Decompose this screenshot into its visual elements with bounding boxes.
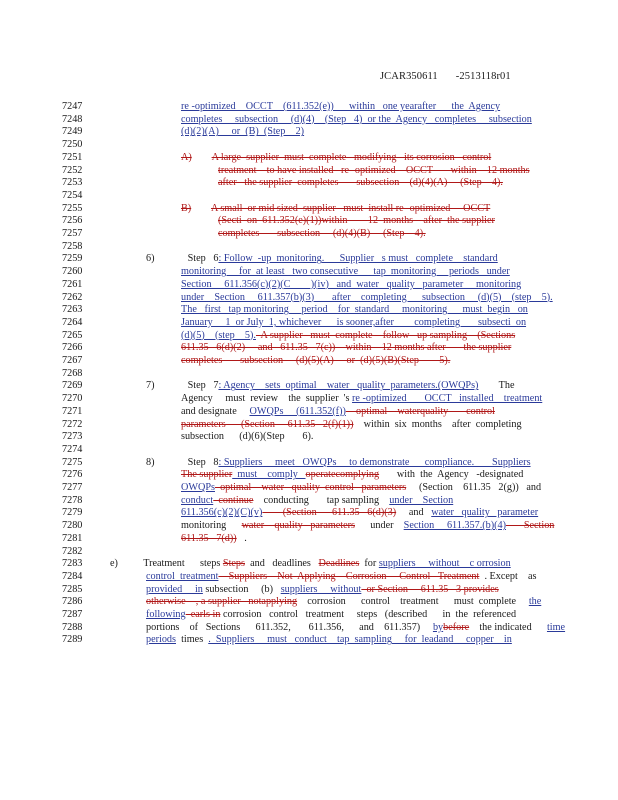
- line-number: 7258: [62, 240, 83, 252]
- inserted-text: monitoring for at least two consecutive tap monitoring periods under: [181, 266, 510, 278]
- body-text: subsection (b): [202, 583, 281, 595]
- line-number: 7260: [62, 266, 83, 278]
- text-line: [218, 165, 530, 177]
- body-text: for: [359, 558, 379, 570]
- line-number: 7263: [62, 304, 83, 316]
- inserted-text: under Section: [389, 494, 454, 506]
- deleted-text: The supplier: [181, 469, 233, 481]
- text-line: [181, 279, 521, 291]
- text-line: [146, 380, 514, 392]
- body-text: under: [355, 520, 404, 532]
- line-number: 7289: [62, 634, 83, 646]
- text-line: [181, 469, 523, 481]
- text-line: [146, 457, 531, 469]
- body-text: [192, 152, 212, 163]
- text-line: [181, 292, 553, 304]
- deleted-text: after the supplier completes subsection (d)(4)(A) (Step 4).: [218, 177, 503, 189]
- document-header: [380, 71, 511, 82]
- deleted-text: earls in: [185, 609, 221, 620]
- line-number: 7250: [62, 139, 83, 151]
- body-text: corrosion control treatment steps (described in the referenced: [220, 609, 517, 620]
- text-line: [146, 634, 512, 646]
- inserted-text: water quality parameter: [431, 507, 539, 519]
- text-line: [181, 101, 500, 113]
- body-text: . Except as: [479, 570, 537, 582]
- inserted-text: following: [146, 609, 186, 620]
- inserted-text: must comply: [232, 469, 306, 481]
- deleted-text: A supplier must complete follow up sampling (Sections: [255, 329, 516, 341]
- inserted-text: by: [432, 621, 444, 633]
- body-text: subsection (d)(6)(Step 6).: [181, 431, 314, 443]
- inserted-text: Section 611.357.(b)(4): [403, 520, 506, 532]
- revision-id: -2513118r01: [455, 71, 511, 82]
- line-number: 7286: [62, 596, 83, 608]
- line-number: 7261: [62, 278, 83, 290]
- line-number: 7274: [62, 443, 83, 455]
- body-text: and designate: [181, 405, 250, 417]
- text-line: [181, 533, 247, 545]
- deleted-text: treatment to have installed re- optimized OCCT within 12 months: [218, 164, 530, 176]
- document-id: JCAR350611: [380, 71, 438, 82]
- body-text: [191, 203, 211, 214]
- line-number: 7284: [62, 570, 83, 582]
- deleted-text: Suppliers Not Applying Corrosion Control Treatment: [218, 570, 480, 582]
- body-text: portions of Sections 611.352, 611.356, and 611.357): [146, 621, 433, 633]
- inserted-text: OWQPs: [181, 482, 215, 493]
- text-line: [181, 342, 511, 354]
- body-text: .: [236, 532, 247, 544]
- deleted-text: optimal waterquality control: [345, 405, 495, 417]
- line-number: 7273: [62, 431, 83, 443]
- inserted-text: 611.356(c)(2)(C)(v): [181, 507, 263, 519]
- deleted-text: otherwise , a supplier notapplying: [146, 596, 298, 608]
- text-line: [181, 152, 491, 164]
- text-line: [181, 317, 526, 329]
- text-line: [146, 622, 565, 634]
- body-text: e) Treatment steps: [110, 558, 223, 570]
- deleted-text: continue: [213, 494, 254, 506]
- inserted-text: OWQPs (611.352(f)): [249, 405, 346, 417]
- line-number: 7267: [62, 355, 83, 366]
- text-line: [181, 393, 542, 405]
- inserted-text: suppliers without c orrosion: [378, 558, 511, 570]
- text-line: [181, 304, 528, 316]
- inserted-text: the: [528, 596, 542, 608]
- line-number: 7279: [62, 507, 83, 519]
- text-line: [146, 596, 541, 608]
- inserted-text: under Section 611.357(b)(3) after completing subsection (d)(5) (step 5).: [181, 291, 553, 303]
- inserted-text: . Suppliers must conduct tap sampling for leadand copper in: [208, 634, 512, 646]
- text-line: [146, 609, 516, 621]
- body-text: and: [396, 507, 432, 519]
- text-line: [181, 520, 554, 532]
- text-line: [146, 253, 498, 265]
- body-text: with the Agency -designated: [379, 469, 524, 481]
- body-text: monitoring: [181, 520, 242, 532]
- inserted-text: : Agency sets optimal water quality parameters.(OWQPs): [218, 380, 479, 392]
- inserted-text: Section 611.356(c)(2)(C )(iv) and water quality parameter monitoring: [181, 278, 522, 290]
- text-line: [181, 495, 453, 507]
- line-number: 7254: [62, 189, 83, 201]
- text-line: [181, 431, 313, 443]
- line-number: 7288: [62, 621, 83, 633]
- text-line: [218, 177, 503, 189]
- inserted-text: completes subsection (d)(4) (Step 4) or the Agency completes subsection: [181, 113, 532, 125]
- line-number: 7281: [62, 532, 83, 544]
- inserted-text: re -optimized OCCT installed treatment: [352, 393, 543, 405]
- line-number: 7277: [62, 482, 83, 493]
- deleted-text: Steps: [222, 558, 245, 570]
- line-number: 7285: [62, 583, 83, 595]
- deleted-text: 611.35 6(d)(2) and 611.35 7(c)) within 12 months after the supplier: [181, 342, 512, 354]
- body-text: conducting tap sampling: [253, 494, 390, 506]
- line-number: 7252: [62, 164, 83, 176]
- inserted-text: January 1 or July 1, whichever is sooner,after completing subsecti on: [181, 316, 527, 328]
- line-number: 7262: [62, 291, 83, 303]
- inserted-text: : Suppliers meet OWQPs to demonstrate compliance. Suppliers: [218, 456, 531, 468]
- line-number: 7256: [62, 215, 83, 227]
- body-text: and deadlines: [244, 558, 319, 570]
- line-number: 7271: [62, 405, 83, 417]
- deleted-text: water quality parameters: [241, 520, 355, 532]
- deleted-text: optimal water quality control parameters: [214, 482, 407, 493]
- deleted-text: (Section 611.35 6(d)(3): [262, 507, 397, 519]
- text-line: [181, 203, 490, 215]
- body-text: The: [478, 380, 515, 392]
- deleted-text: A): [181, 151, 192, 163]
- text-line: [181, 330, 515, 342]
- deleted-text: before: [443, 621, 470, 633]
- deleted-text: 611.35 7(d)): [181, 532, 237, 544]
- body-text: 8) Step 8: [146, 456, 219, 468]
- body-text: corrosion control treatment must complete: [297, 596, 529, 608]
- line-number: 7287: [62, 609, 83, 620]
- line-number: 7276: [62, 469, 83, 481]
- text-line: [181, 126, 304, 138]
- text-line: [181, 355, 450, 367]
- line-number: 7269: [62, 380, 83, 392]
- deleted-text: B): [181, 202, 192, 214]
- line-number: 7247: [62, 101, 83, 112]
- body-text: within six months after completing: [353, 418, 522, 430]
- text-line: [218, 215, 495, 227]
- text-line: [181, 406, 495, 418]
- body-text: 7) Step 7: [146, 380, 219, 392]
- body-text: times: [176, 634, 209, 646]
- line-number: 7251: [62, 151, 83, 163]
- body-text: the indicated: [469, 621, 547, 633]
- inserted-text: The first tap monitoring period for standard monitoring must begin on: [181, 304, 528, 316]
- deleted-text: A small or mid sized supplier must install re- optimized OCCT: [211, 202, 491, 214]
- text-line: [146, 571, 537, 583]
- line-number: 7264: [62, 316, 83, 328]
- inserted-text: provided in: [146, 583, 203, 595]
- body-text: 6) Step 6: [146, 253, 219, 265]
- text-line: [181, 507, 538, 519]
- deleted-text: completes subsection (d)(5)(A) or (d)(5)(B)(Step 5).: [181, 355, 451, 366]
- line-number: 7266: [62, 342, 83, 354]
- line-number: 7257: [62, 228, 83, 239]
- line-number: 7265: [62, 329, 83, 341]
- text-line: [181, 114, 532, 126]
- line-number: 7259: [62, 253, 83, 265]
- deleted-text: or Section 611.35 3 provides: [361, 583, 499, 595]
- line-number: 7268: [62, 367, 83, 379]
- line-number: 7280: [62, 520, 83, 532]
- inserted-text: time: [546, 621, 566, 633]
- line-number: 7272: [62, 418, 83, 430]
- inserted-text: periods: [146, 634, 176, 646]
- inserted-text: (d)(2)(A) or (B) (Step 2): [181, 126, 305, 138]
- text-line: [181, 419, 522, 431]
- body-text: Agency must review the supplier 's: [181, 393, 353, 405]
- deleted-text: (Secti on 611.352(e)(1))within 12 months after the supplier: [218, 215, 495, 227]
- deleted-text: Deadlines: [318, 558, 360, 570]
- line-number: 7253: [62, 177, 83, 189]
- line-number: 7248: [62, 113, 83, 125]
- deleted-text: completes subsection (d)(4)(B) (Step 4).: [218, 228, 426, 239]
- text-line: [181, 482, 541, 494]
- deleted-text: operatecomplying: [305, 469, 380, 481]
- inserted-text: (d)(5) (step 5).: [181, 329, 256, 341]
- line-number: 7275: [62, 456, 83, 468]
- line-number: 7255: [62, 202, 83, 214]
- text-line: [146, 584, 499, 596]
- inserted-text: control treatment: [146, 570, 219, 582]
- text-line: [181, 266, 510, 278]
- line-number: 7278: [62, 494, 83, 506]
- inserted-text: suppliers without: [280, 583, 362, 595]
- inserted-text: conduct: [181, 494, 214, 506]
- text-line: [110, 558, 511, 570]
- line-number: 7283: [62, 558, 83, 570]
- inserted-text: : Follow -up monitoring. Supplier s must complete standard: [218, 253, 498, 265]
- line-number: 7282: [62, 545, 83, 557]
- line-number: 7270: [62, 393, 83, 405]
- body-text: (Section 611.35 2(g)) and: [406, 482, 542, 493]
- deleted-text: parameters (Section 611.35 2(f)(1)): [181, 418, 354, 430]
- inserted-text: re -optimized OCCT (611.352(e)) within one yearafter the Agency: [181, 101, 501, 112]
- text-line: [218, 228, 426, 240]
- deleted-text: Section: [506, 520, 555, 532]
- deleted-text: A large supplier must complete modifying its corrosion control: [211, 151, 492, 163]
- line-number: 7249: [62, 126, 83, 138]
